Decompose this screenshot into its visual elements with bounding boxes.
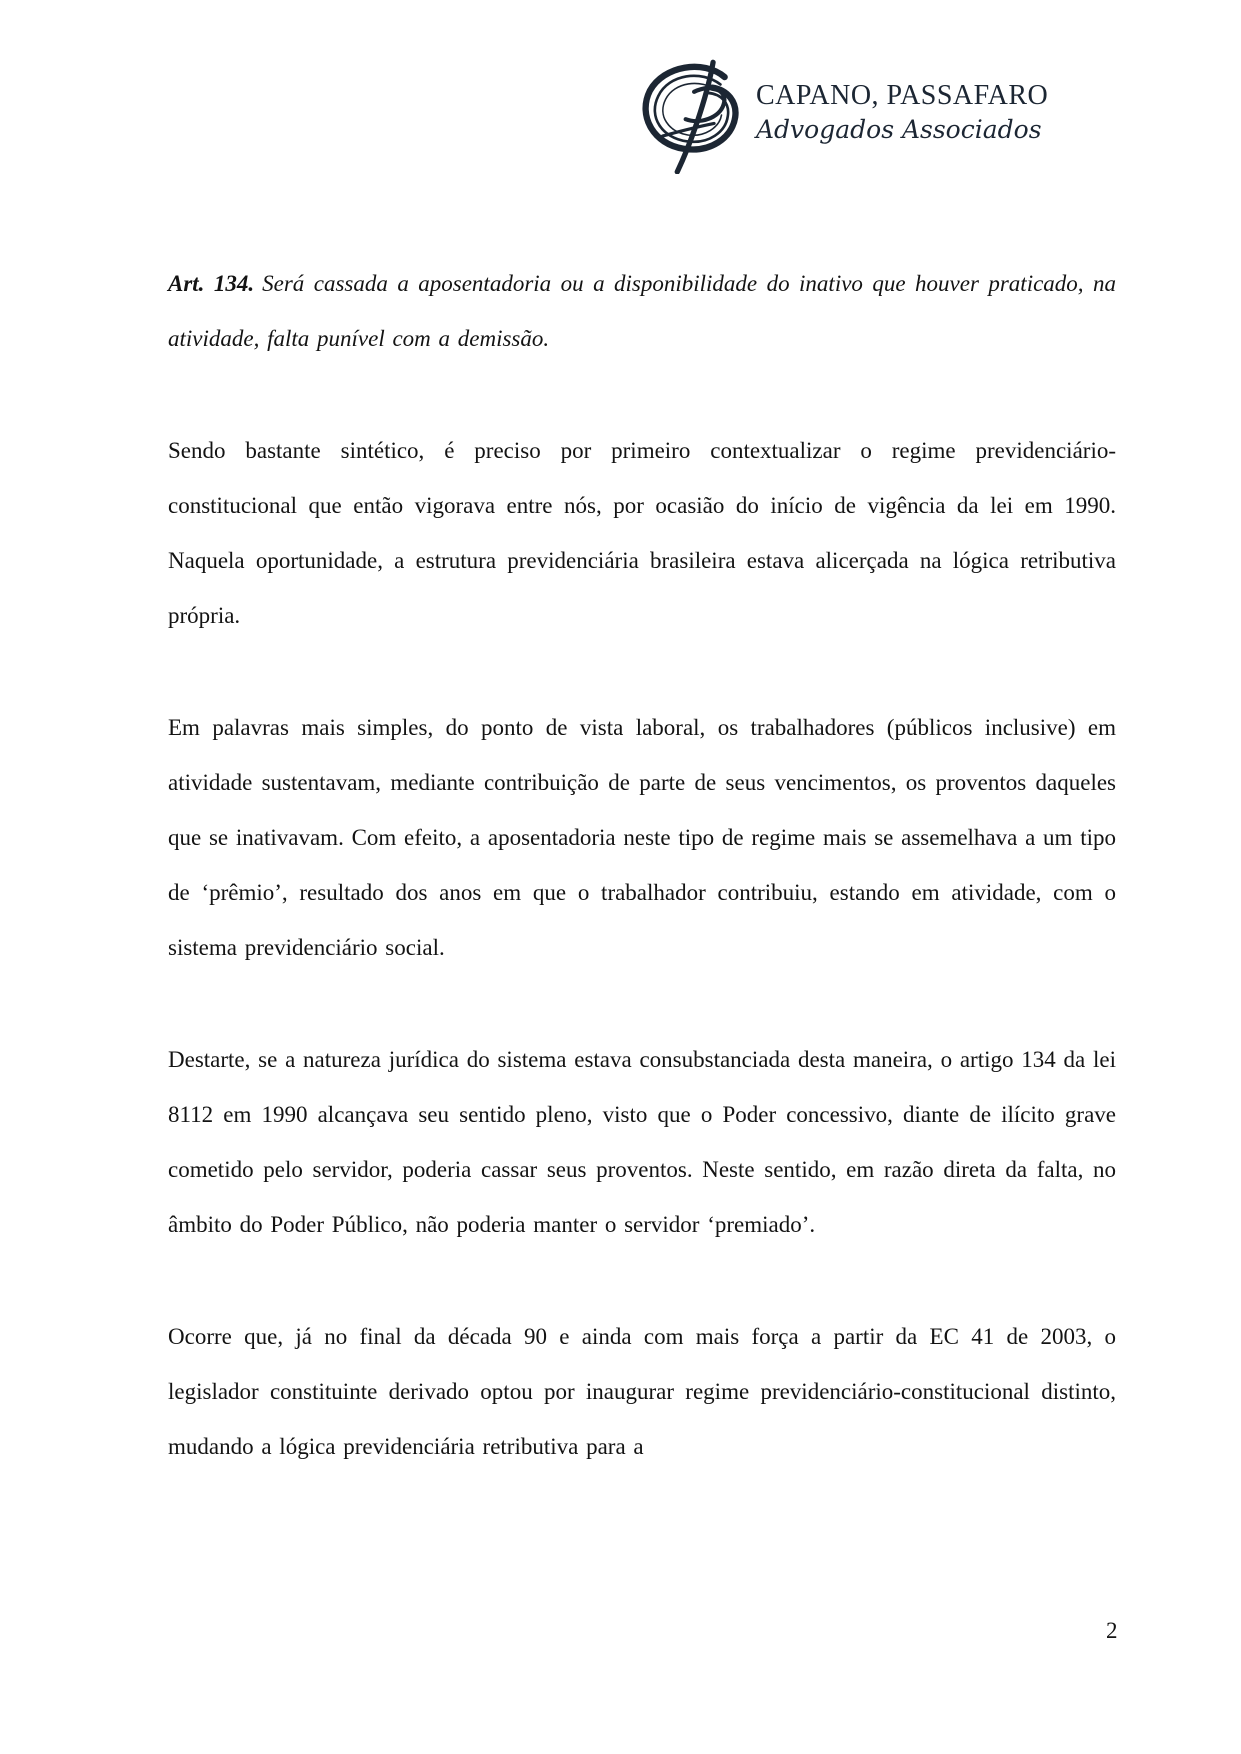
article-number: Art. 134. [168, 271, 255, 296]
paragraph: Art. 134. Será cassada a aposentadoria ou a disponibilidade do inativo que houver praticado, na atividade, falta punível com a demissão. [168, 271, 1116, 351]
logo-text [756, 56, 1052, 144]
firm-name: CAPANO, PASSAFARO [756, 80, 1049, 111]
paragraph: Destarte, se a natureza jurídica do sistema estava consubstanciada desta maneira, o artigo 134 da lei 8112 em 1990 alcançava seu sentido pleno, visto que o Poder concessivo, diante de ilícito grave cometido pelo servidor, poderia cassar seus proventos. Neste sentido, em razão direta da falta, no âmbito do Poder Público, não poderia manter o servidor ‘premiado’. [168, 1047, 1116, 1237]
firm-tagline: Advogados Associados [756, 115, 1042, 144]
paragraph: Em palavras mais simples, do ponto de vista laboral, os trabalhadores (públicos inclusive) em atividade sustentavam, mediante contribuição de parte de seus vencimentos, os proventos daqueles que se inativavam. Com efeito, a aposentadoria neste tipo de regime mais se assemelhava a um tipo de ‘prêmio’, resultado dos anos em que o trabalhador contribuiu, estando em atividade, com o sistema previdenciário social. [168, 715, 1116, 960]
document-body [168, 256, 1116, 1531]
cp-monogram-icon [634, 56, 750, 174]
paragraph: Ocorre que, já no final da década 90 e ainda com mais força a partir da EC 41 de 2003, o legislador constituinte derivado optou por inaugurar regime previdenciário-constitucional distinto, mudando a lógica previdenciária retributiva para a [168, 1324, 1116, 1459]
page-number: 2 [1106, 1618, 1118, 1643]
paragraph: Sendo bastante sintético, é preciso por primeiro contextualizar o regime previdenciário-constitucional que então vigorava entre nós, por ocasião do início de vigência da lei em 1990. Naquela oportunidade, a estrutura previdenciária brasileira estava alicerçada na lógica retributiva própria. [168, 438, 1116, 628]
letterhead-logo [634, 56, 1052, 174]
